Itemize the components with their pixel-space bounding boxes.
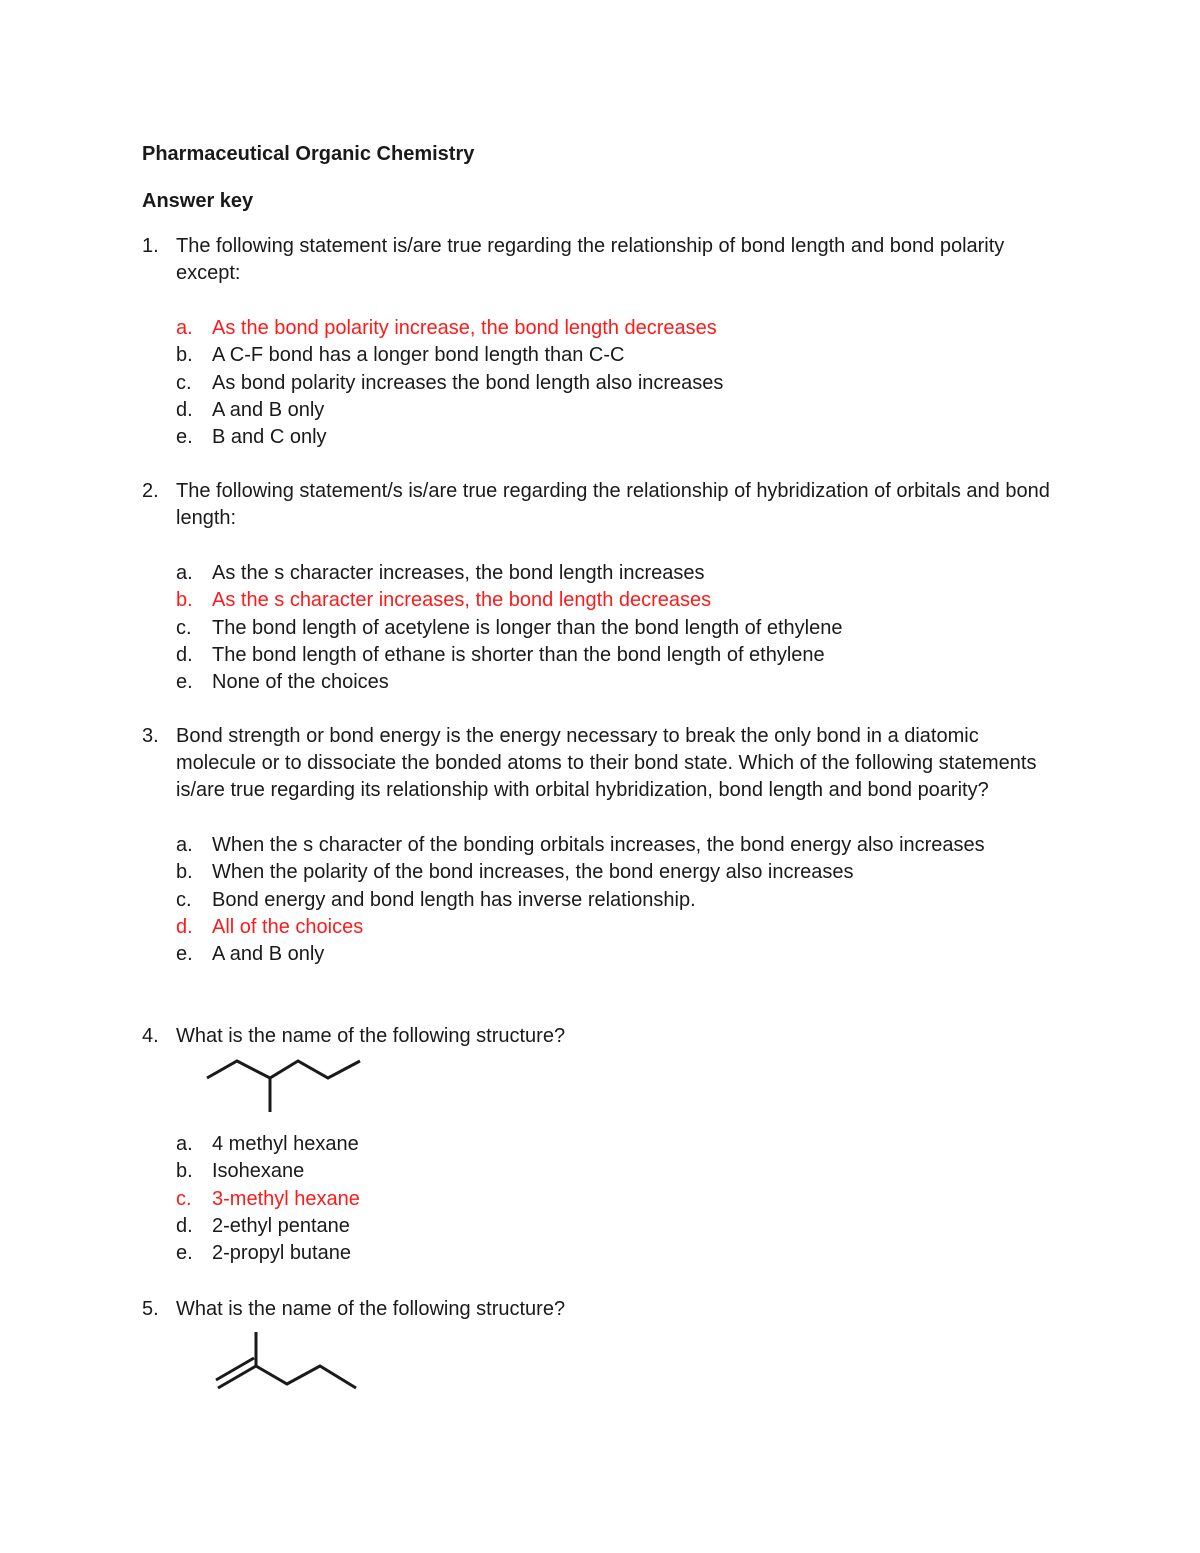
option-d [176,397,1052,424]
option-text: 2-ethyl pentane [212,1214,350,1237]
question-4 [142,1023,1052,1050]
option-text: The bond length of acetylene is longer than the bond length of ethylene [212,616,843,639]
option-b [176,342,1052,369]
option-text: 3-methyl hexane [212,1187,360,1210]
question-text: Bond strength or bond energy is the energy necessary to break the only bond in a diatomic molecule or to dissociate the bonded atoms to their bond state. Which of the following statements is/are true regarding its relationship with orbital hybridization, bond length and bond poarity? [176,725,1037,801]
option-text: As the s character increases, the bond length decreases [212,589,712,612]
option-text: As the bond polarity increase, the bond length decreases [212,317,717,339]
option-text: When the polarity of the bond increases, the bond energy also increases [212,861,854,884]
question-text: The following statement is/are true regarding the relationship of bond length and bond polarity except: [176,235,1005,284]
option-text: As bond polarity increases the bond length also increases [212,371,724,394]
option-a [176,832,1052,859]
option-letter: d. [176,1214,193,1237]
question-1 [142,233,1052,451]
question-number: 3. [142,725,159,747]
option-d [176,914,1052,941]
question-5 [142,1296,1052,1323]
option-list [142,1131,1052,1267]
option-text: A C-F bond has a longer bond length than C-C [212,344,625,367]
option-letter: b. [176,344,193,367]
option-e [176,424,1052,451]
option-e [176,941,1052,968]
option-letter: d. [176,915,193,938]
question-text: What is the name of the following structure? [176,1298,566,1320]
option-list [142,832,1052,968]
option-list [142,315,1052,451]
option-letter: a. [176,1133,193,1155]
option-b [176,859,1052,886]
option-letter: a. [176,317,193,339]
option-e [176,1240,1052,1267]
option-letter: c. [176,371,192,394]
option-letter: b. [176,1160,193,1183]
document-subtitle: Answer key [142,190,254,212]
option-b [176,1158,1052,1185]
question-4-options [142,1131,1052,1267]
option-letter: a. [176,562,193,584]
option-a [176,315,1052,342]
option-e [176,669,1052,696]
skeletal-structure-3-methylhexane [200,1050,370,1118]
question-text: The following statement/s is/are true regarding the relationship of hybridization of orbitals and bond length: [176,480,1050,529]
option-b [176,587,1052,614]
option-list [142,560,1052,696]
option-letter: b. [176,861,193,884]
option-text: A and B only [212,398,325,421]
option-text: All of the choices [212,915,364,938]
option-c [176,1186,1052,1213]
option-d [176,1213,1052,1240]
option-c [176,615,1052,642]
option-letter: d. [176,398,193,421]
option-a [176,560,1052,587]
option-letter: e. [176,943,193,966]
option-letter: c. [176,888,192,911]
option-text: When the s character of the bonding orbitals increases, the bond energy also increases [212,834,985,856]
question-number: 5. [142,1298,159,1320]
question-number: 2. [142,480,159,502]
option-letter: e. [176,1242,193,1265]
option-text: B and C only [212,426,327,449]
option-letter: c. [176,616,192,639]
option-text: The bond length of ethane is shorter than the bond length of ethylene [212,643,825,666]
option-text: As the s character increases, the bond length increases [212,562,705,584]
option-text: A and B only [212,943,325,966]
question-number: 1. [142,235,159,257]
question-number: 4. [142,1025,159,1047]
option-letter: c. [176,1187,192,1210]
option-text: None of the choices [212,671,389,694]
option-text: 2-propyl butane [212,1242,351,1265]
option-letter: b. [176,589,193,612]
option-letter: a. [176,834,193,856]
option-text: Bond energy and bond length has inverse relationship. [212,888,696,911]
document-title: Pharmaceutical Organic Chemistry [142,143,475,165]
question-2 [142,478,1052,696]
option-a [176,1131,1052,1158]
question-text: What is the name of the following structure? [176,1025,566,1047]
option-letter: e. [176,426,193,449]
option-text: Isohexane [212,1160,305,1183]
skeletal-structure-2-methylpentene [210,1328,370,1398]
option-c [176,370,1052,397]
question-3 [142,723,1052,968]
option-d [176,642,1052,669]
option-text: 4 methyl hexane [212,1133,359,1155]
option-letter: e. [176,671,193,694]
option-c [176,887,1052,914]
option-letter: d. [176,643,193,666]
